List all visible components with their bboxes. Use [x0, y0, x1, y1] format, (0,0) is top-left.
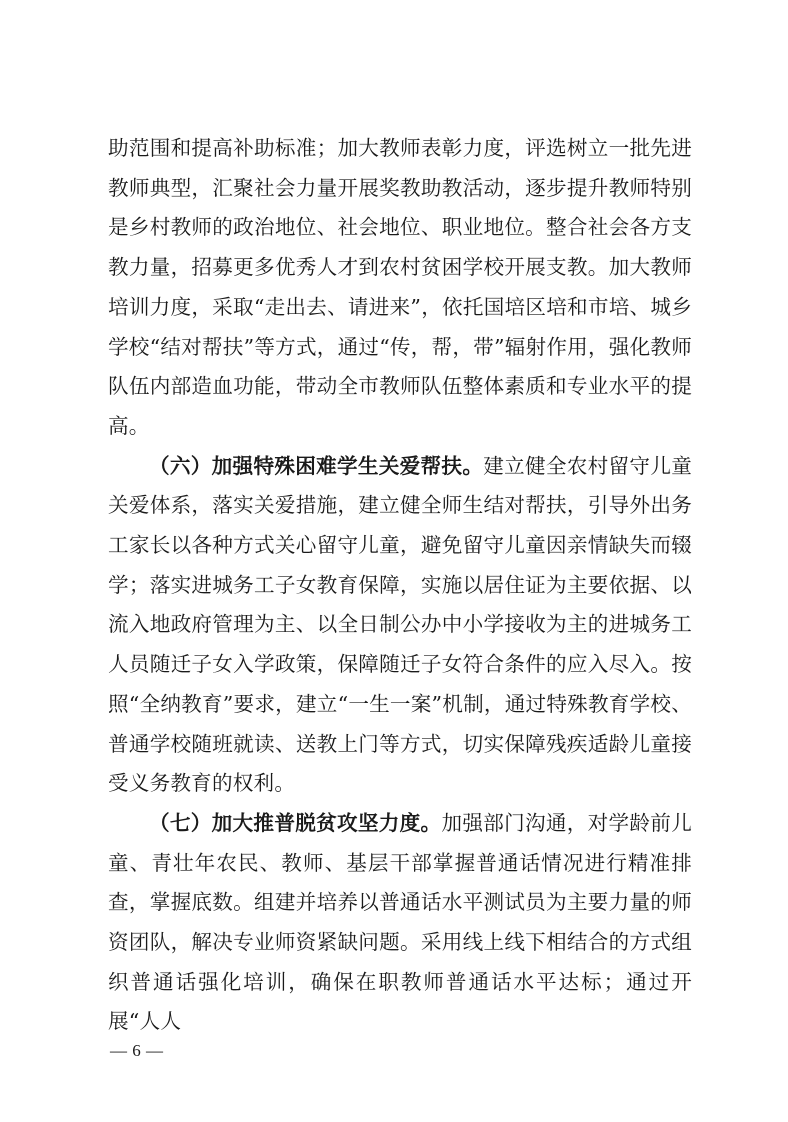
paragraph-section-6 [108, 447, 692, 804]
section-heading-6: （六）加强特殊困难学生关爱帮扶。 [149, 453, 484, 478]
paragraph-section-7 [108, 804, 692, 1042]
paragraph-text: 助范围和提高补助标准；加大教师表彰力度，评选树立一批先进教师典型，汇聚社会力量开展奖教助教活动，逐步提升教师特别是乡村教师的政治地位、社会地位、职业地位。整合社会各方支教力量，招募更多优秀人才到农村贫困学校开展支教。加大教师培训力度，采取“走出去、请进来”，依托国培区培和市培、城乡学校“结对帮扶”等方式，通过“传，帮，带”辐射作用，强化教师队伍内部造血功能，带动全市教师队伍整体素质和专业水平的提高。 [108, 136, 692, 438]
document-body [108, 129, 692, 1042]
paragraph-continuation [108, 129, 692, 447]
page-number: — 6 — [110, 1041, 164, 1060]
paragraph-text: 建立健全农村留守儿童关爱体系，落实关爱措施，建立健全师生结对帮扶，引导外出务工家长以各种方式关心留守儿童，避免留守儿童因亲情缺失而辍学；落实进城务工子女教育保障，实施以居住证为主要依据、以流入地政府管理为主、以全日制公办中小学接收为主的进城务工人员随迁子女入学政策，保障随迁子女符合条件的应入尽入。按照“全纳教育”要求，建立“一生一案”机制，通过特殊教育学校、普通学校随班就读、送教上门等方式，切实保障残疾适龄儿童接受义务教育的权利。 [108, 453, 693, 796]
section-heading-7: （七）加大推普脱贫攻坚力度。 [149, 810, 442, 835]
paragraph-text: 加强部门沟通，对学龄前儿童、青壮年农民、教师、基层干部掌握普通话情况进行精准排查，掌握底数。组建并培养以普通话水平测试员为主要力量的师资团队，解决专业师资紧缺问题。采用线上线下相结合的方式组织普通话强化培训，确保在职教师普通话水平达标；通过开展“人人 [108, 810, 692, 1034]
